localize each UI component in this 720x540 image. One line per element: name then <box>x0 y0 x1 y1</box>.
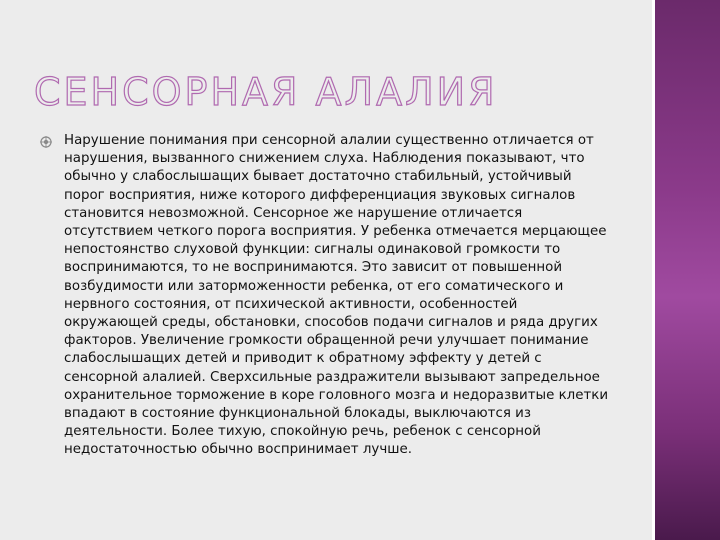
body-text: Нарушение понимания при сенсорной алалии существенно отличается от нарушения, вызванного снижением слуха. Наблюдения показывают, что обычно у слабослышащих бывает достаточно стабильный, устойчивый порог восприятия, ниже которого дифференциация звуковых сигналов становится невозможной. Сенсорное же нарушение отличается отсутствием четкого порога восприятия. У ребенка отмечается мерцающее непостоянство слуховой функции: сигналы одинаковой громкости то воспринимаются, то не воспринимаются. Это зависит от повышенной возбудимости или заторможенности ребенка, от его соматического и нервного состояния, от психической активности, особенностей окружающей среды, обстановки, способов подачи сигналов и ряда других факторов. Увеличение громкости обращенной речи улучшает понимание слабослышащих детей и приводит к обратному эффекту у детей с сенсорной алалией. Сверхсильные раздражители вызывают запредельное охранительное торможение в коре головного мозга и недоразвитые клетки впадают в состояние функциональной блокады, выключаются из деятельности. Более тихую, спокойную речь, ребенок с сенсорной недостаточностью обычно воспринимает лучше. <box>64 133 609 458</box>
target-bullet-icon <box>40 132 64 150</box>
purple-side-strip <box>652 0 720 540</box>
bullet-paragraph <box>40 132 610 460</box>
slide-title: СЕНСОРНАЯ АЛАЛИЯ <box>34 70 498 114</box>
